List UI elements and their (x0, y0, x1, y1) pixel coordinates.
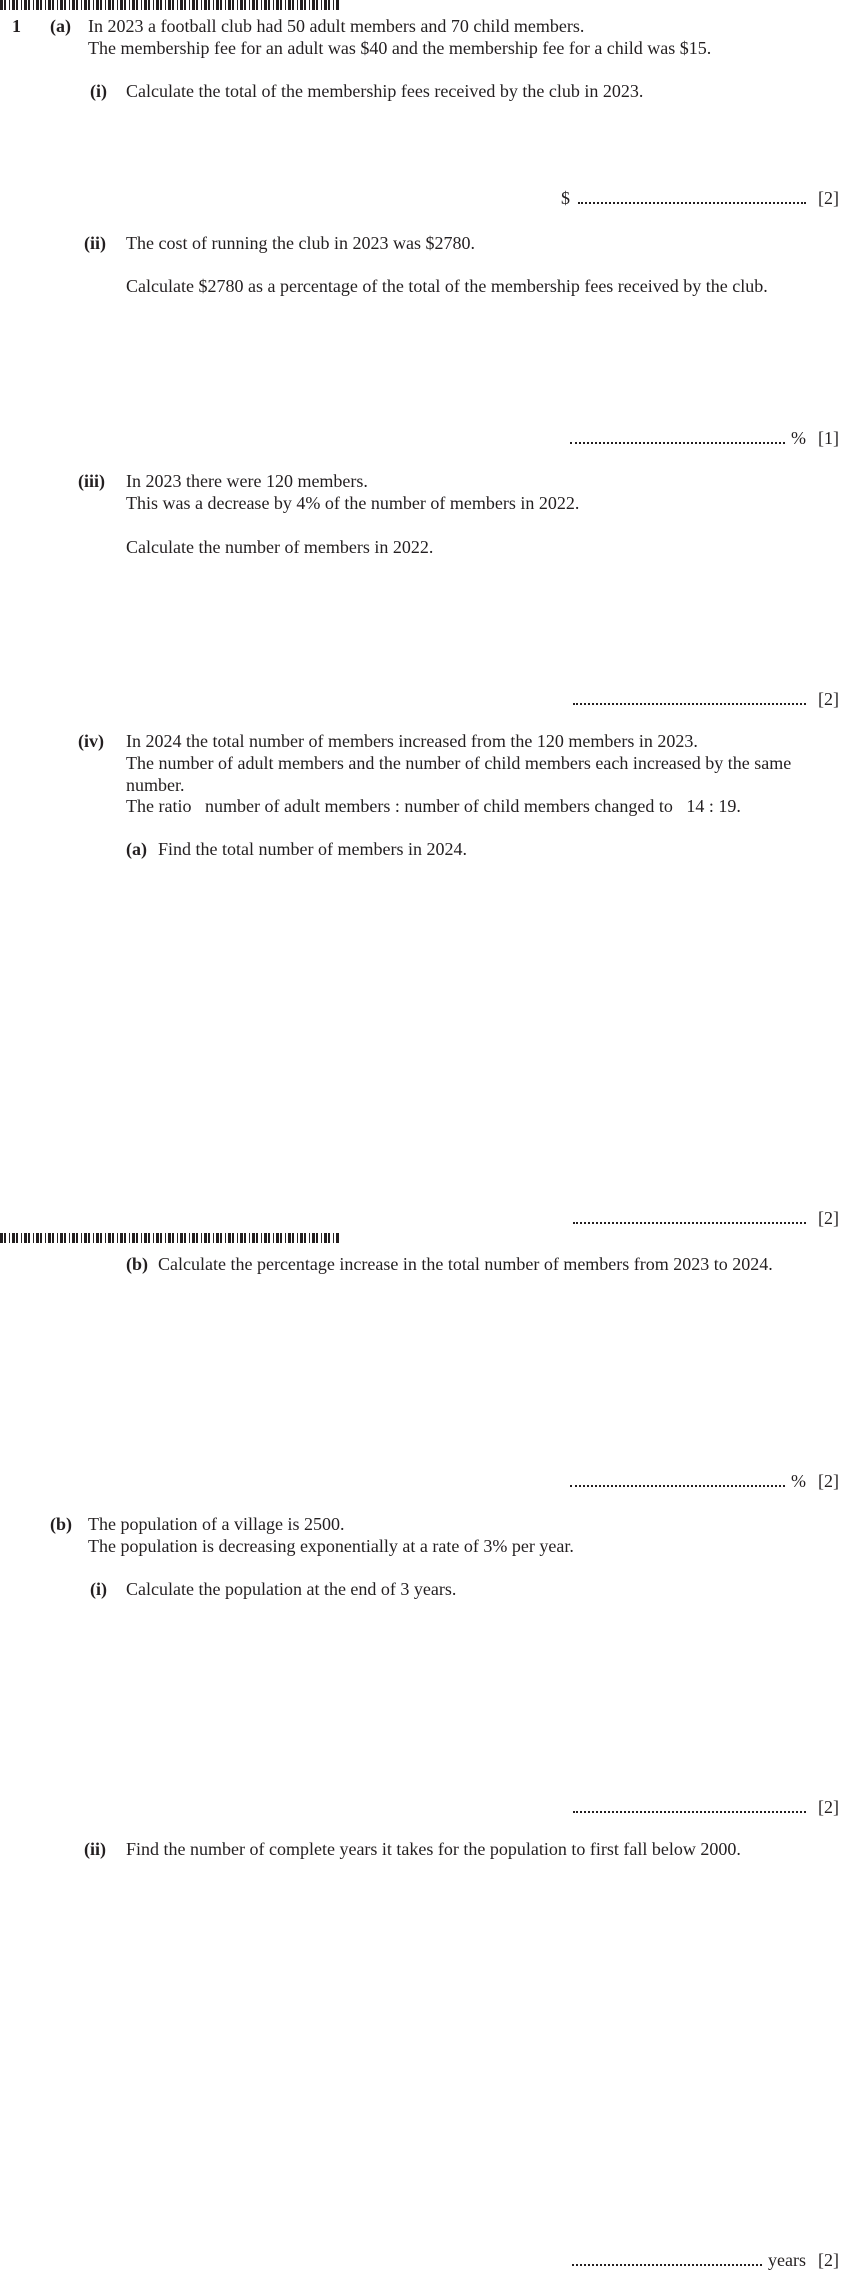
part-a-iii-label: (iii) (78, 471, 105, 491)
years-unit: years (768, 2250, 806, 2270)
mark-a-iv-b: [2] (818, 1471, 839, 1491)
part-a-label: (a) (50, 16, 71, 36)
part-b-intro-line1: The population of a village is 2500. (88, 1514, 345, 1534)
part-a-ii-text2: Calculate $2780 as a percentage of the total of the membership fees received by the club. (126, 276, 768, 296)
part-a-ii-text1: The cost of running the club in 2023 was $2780. (126, 233, 475, 253)
percent-unit: % (791, 428, 806, 448)
part-a-iv-b-text: Calculate the percentage increase in the total number of members from 2023 to 2024. (158, 1254, 773, 1274)
part-a-intro-line1: In 2023 a football club had 50 adult members and 70 child members. (88, 16, 585, 36)
barcode-middle (0, 1233, 345, 1243)
part-a-iv-label: (iv) (78, 731, 104, 751)
question-number: 1 (12, 16, 21, 36)
part-a-iv-text4: The ratio number of adult members : number of child members changed to 14 : 19. (126, 796, 741, 816)
part-a-iv-text1: In 2024 the total number of members increased from the 120 members in 2023. (126, 731, 698, 751)
answer-line-a-iv-a[interactable] (573, 1207, 839, 1229)
mark-a-ii: [1] (818, 428, 839, 448)
mark-b-ii: [2] (818, 2250, 839, 2270)
part-a-iii-text3: Calculate the number of members in 2022. (126, 537, 434, 557)
part-a-i-label: (i) (90, 81, 107, 101)
part-a-iv-a-label: (a) (126, 839, 147, 859)
part-b-i-text: Calculate the population at the end of 3 years. (126, 1579, 457, 1599)
answer-dots[interactable] (573, 689, 806, 705)
part-b-i-label: (i) (90, 1579, 107, 1599)
part-a-iii-text1: In 2023 there were 120 members. (126, 471, 368, 491)
answer-line-b-i[interactable] (573, 1796, 839, 1818)
mark-a-iii: [2] (818, 689, 839, 709)
part-a-intro-line2: The membership fee for an adult was $40 and the membership fee for a child was $15. (88, 38, 712, 58)
answer-line-b-ii[interactable] (572, 2249, 839, 2271)
part-b-ii-label: (ii) (84, 1839, 106, 1859)
percent-unit: % (791, 1471, 806, 1491)
answer-dots[interactable] (573, 1797, 806, 1813)
answer-line-a-i[interactable] (561, 187, 839, 209)
answer-line-a-iii[interactable] (573, 688, 839, 710)
answer-dots[interactable] (572, 2250, 762, 2266)
answer-dots[interactable] (578, 188, 806, 204)
part-b-ii-text: Find the number of complete years it takes for the population to first fall below 2000. (126, 1839, 741, 1859)
part-a-iv-a-text: Find the total number of members in 2024. (158, 839, 467, 859)
part-a-iv-text2: The number of adult members and the number of child members each increased by the same (126, 753, 792, 773)
answer-dots[interactable] (570, 1471, 785, 1487)
part-b-intro-line2: The population is decreasing exponentially at a rate of 3% per year. (88, 1536, 574, 1556)
answer-dots[interactable] (573, 1208, 806, 1224)
answer-line-a-iv-b[interactable] (570, 1470, 839, 1492)
answer-dots[interactable] (570, 428, 785, 444)
part-a-ii-label: (ii) (84, 233, 106, 253)
mark-a-iv-a: [2] (818, 1208, 839, 1228)
dollar-prefix: $ (561, 188, 570, 208)
part-a-iii-text2: This was a decrease by 4% of the number of members in 2022. (126, 493, 580, 513)
part-b-label: (b) (50, 1514, 72, 1534)
answer-line-a-ii[interactable] (570, 427, 839, 449)
barcode-top (0, 0, 345, 10)
mark-a-i: [2] (818, 188, 839, 208)
part-a-iv-b-label: (b) (126, 1254, 148, 1274)
mark-b-i: [2] (818, 1797, 839, 1817)
part-a-iv-text3: number. (126, 775, 185, 795)
part-a-i-text: Calculate the total of the membership fees received by the club in 2023. (126, 81, 644, 101)
